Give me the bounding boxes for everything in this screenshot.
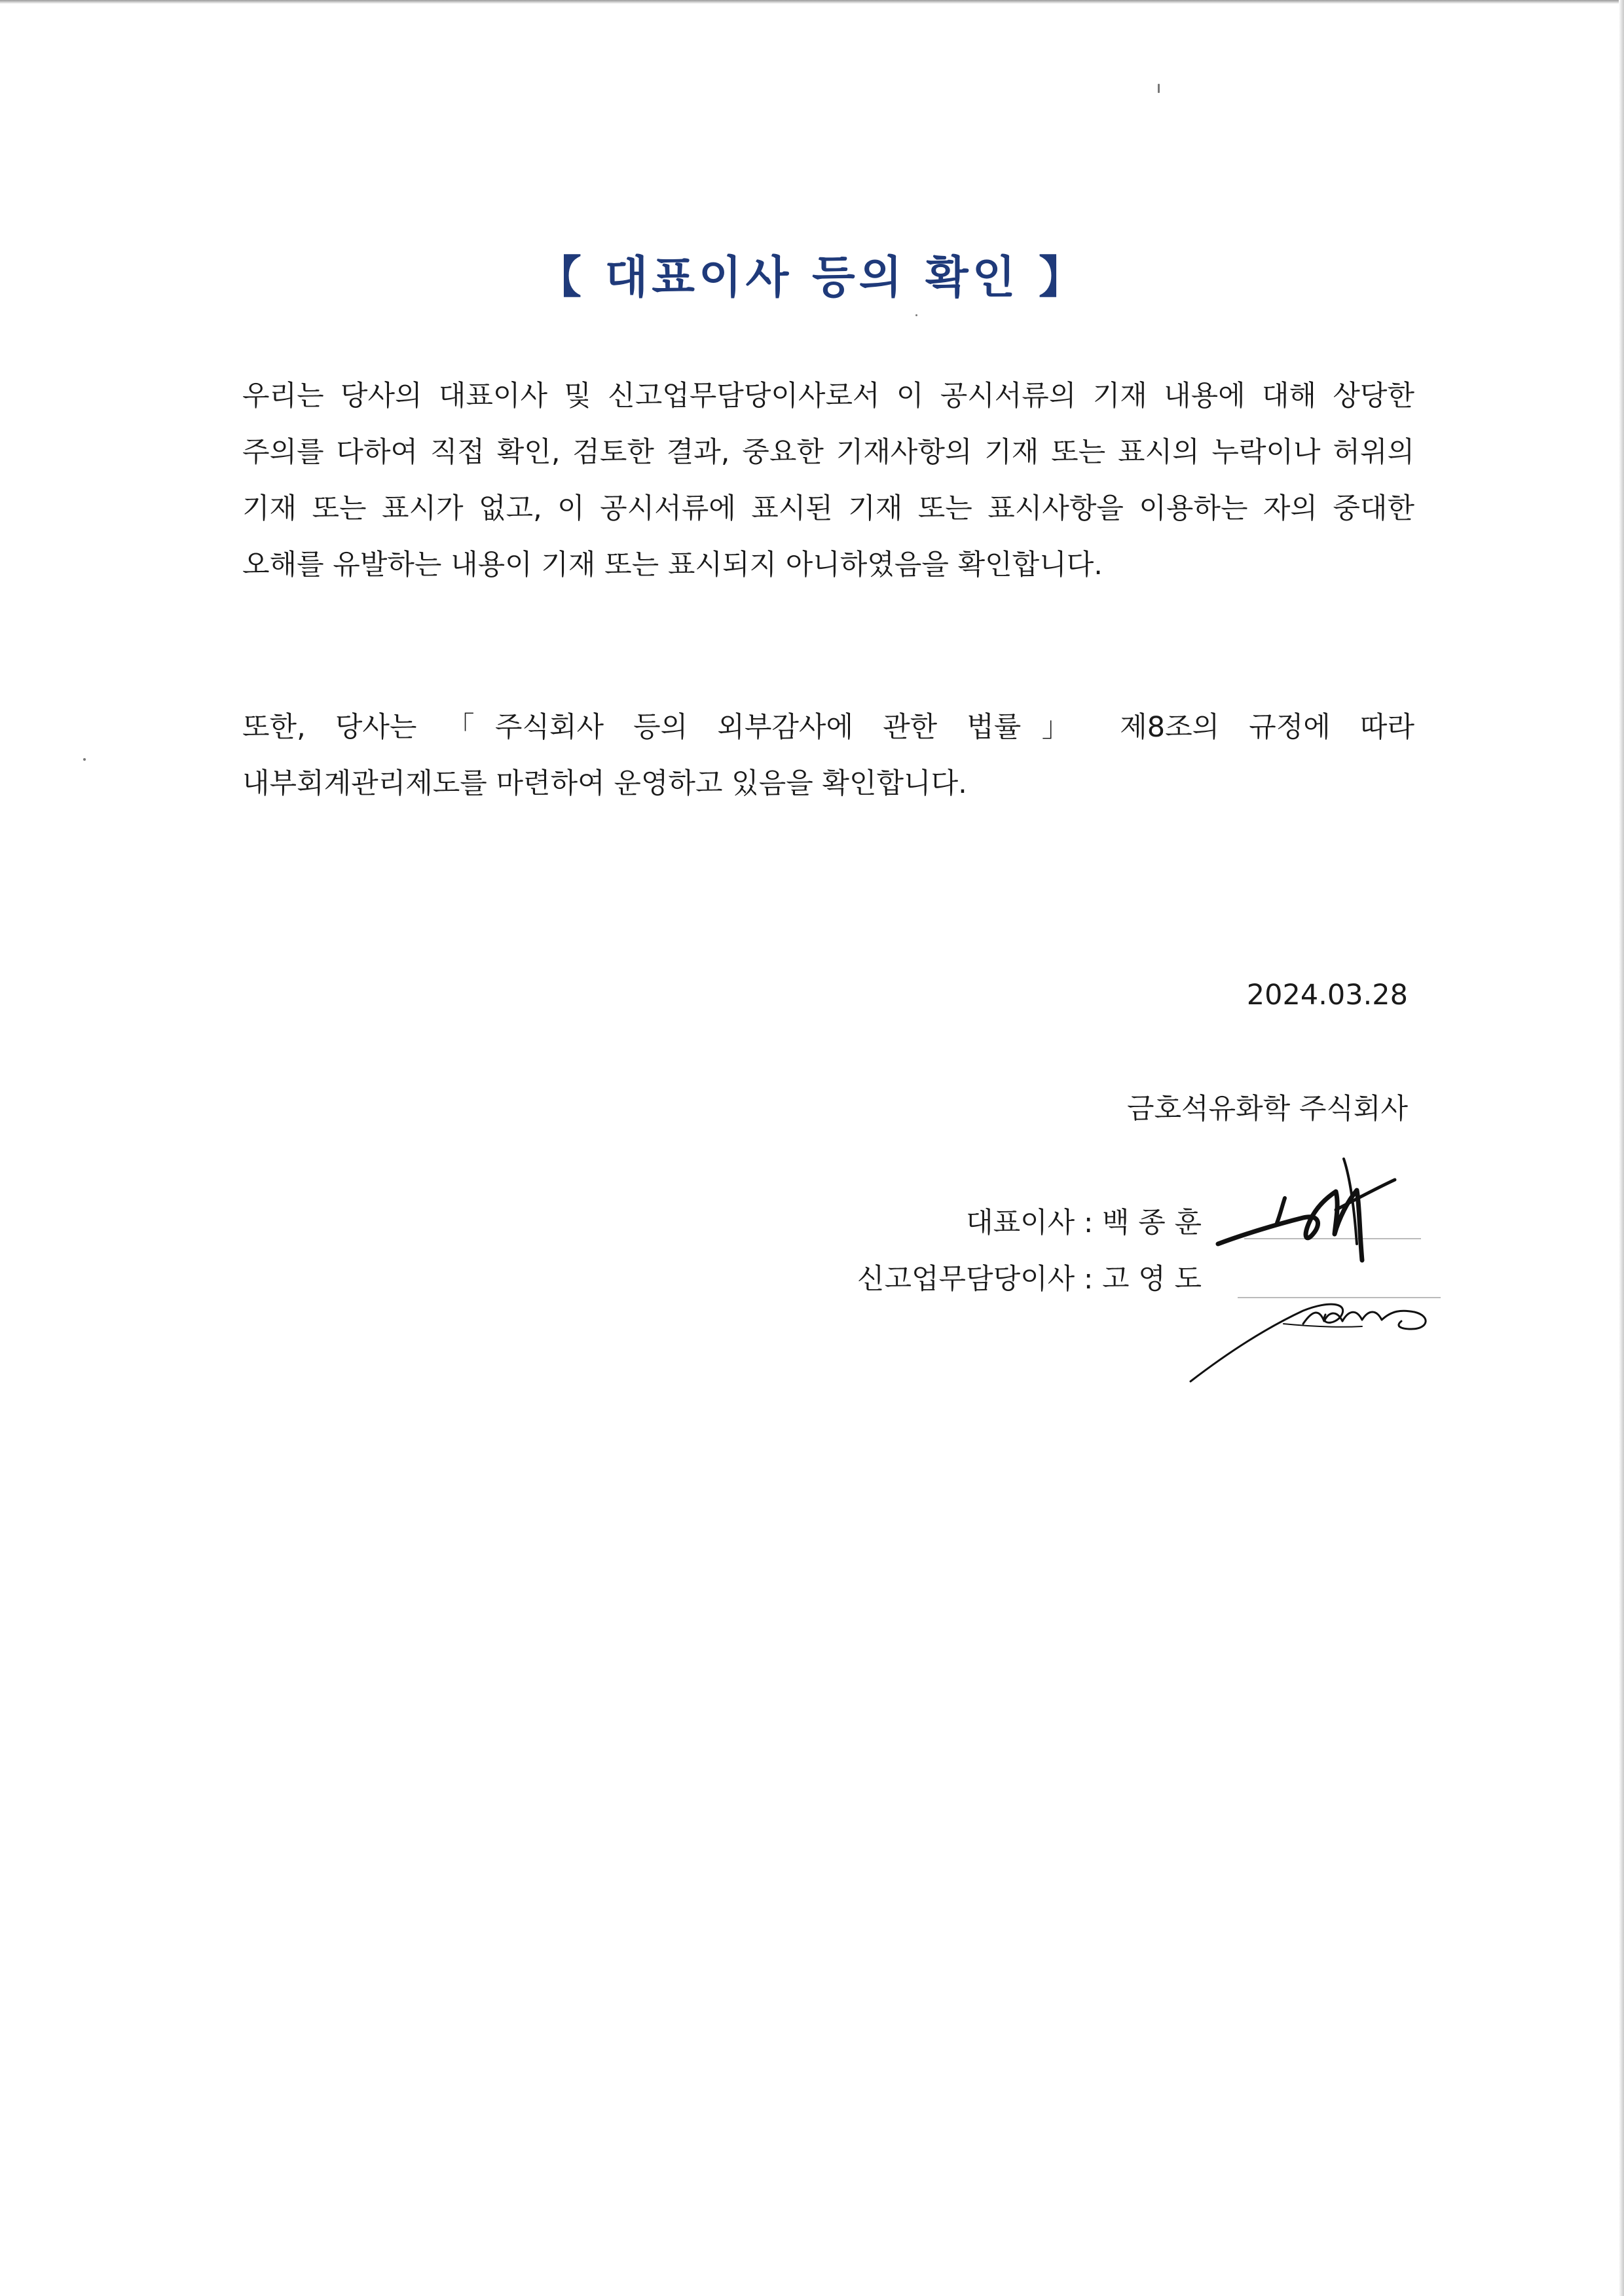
handwritten-signature-icon bbox=[1205, 1146, 1421, 1277]
scan-edge-right bbox=[1619, 0, 1624, 2296]
ceo-signer-line: 대표이사 : 백 종 훈 bbox=[966, 1207, 1202, 1239]
page-title: 【 대표이사 등의 확인 】 bbox=[536, 252, 1088, 304]
scan-speck bbox=[1158, 84, 1160, 93]
document-date: 2024.03.28 bbox=[1246, 979, 1408, 1011]
internal-control-paragraph: 또한, 당사는 「주식회사 등의 외부감사에 관한 법률」 제8조의 규정에 따라 내부회계관리제도를 마련하여 운영하고 있음을 확인합니다. bbox=[242, 711, 1414, 800]
scan-speck bbox=[83, 758, 86, 761]
confirmation-paragraph: 우리는 당사의 대표이사 및 신고업무담당이사로서 이 공시서류의 기재 내용에 대해 상당한 주의를 다하여 직접 확인, 검토한 결과, 중요한 기재사항의 기재 또는 표시의 누락이나 허위의 기재 또는 표시가 없고, 이 공시서류에 표시된 기재 또는 표시사항을 이용하는 자의 중대한 오해를 유발하는 내용이 기재 또는 표시되지 아니하였음을 확인합니다. bbox=[242, 380, 1414, 581]
disclosure-officer-signer-line: 신고업무담당이사 : 고 영 도 bbox=[857, 1263, 1202, 1296]
scan-edge-top bbox=[0, 0, 1624, 4]
handwritten-signature-icon bbox=[1185, 1283, 1447, 1388]
scan-speck bbox=[915, 314, 917, 316]
company-name: 금호석유화학 주식회사 bbox=[1126, 1093, 1408, 1125]
